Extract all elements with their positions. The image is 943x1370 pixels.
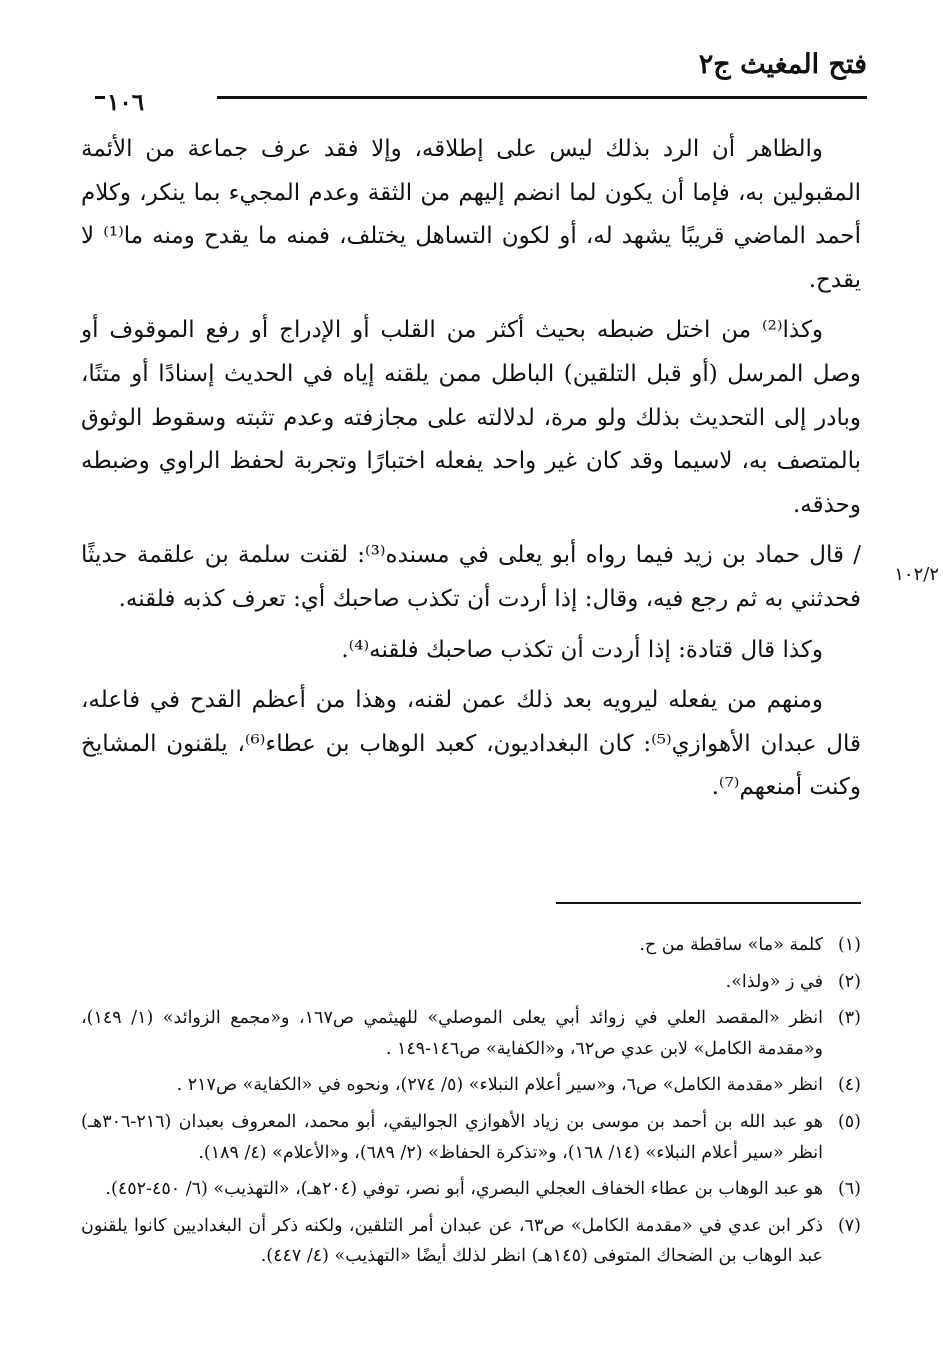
- running-title: فتح المغيث ج٢: [698, 49, 867, 80]
- margin-reference: ١٠٢/٢: [894, 564, 939, 585]
- footnote: [81, 1211, 861, 1272]
- footnote-separator: [556, 902, 861, 904]
- footnote-number: (٤): [837, 1075, 861, 1096]
- footnote: [81, 930, 861, 961]
- footnote: [81, 1003, 861, 1064]
- footnote-text: هو عبد الوهاب بن عطاء الخفاف العجلي البصري، أبو نصر، توفي (٢٠٤هـ)، «التهذيب» (٦/ ٤٥٠-٤٥٢).: [105, 1179, 823, 1200]
- paragraph: والظاهر أن الرد بذلك ليس على إطلاقه، وإلا فقد عرف جماعة من الأئمة المقبولين به، فإما أن يكون لما انضم إليهم من الثقة وعدم المجيء بما ينكر، وكلام أحمد الماضي قريبًا يشهد له، أو لكون التساهل يختلف، فمنه ما يقدح ومنه ما⁽¹⁾ لا يقدح.: [81, 136, 861, 293]
- page-header: [95, 45, 867, 116]
- footnote-text: انظر «مقدمة الكامل» ص٦، و«سير أعلام النبلاء» (٥/ ٢٧٤)، ونحوه في «الكفاية» ص٢١٧ .: [176, 1075, 823, 1096]
- footnote-number: (٣): [837, 1008, 861, 1029]
- footnote-number: (٦): [837, 1179, 861, 1200]
- footnote: [81, 1174, 861, 1205]
- footnote: [81, 967, 861, 998]
- footnote-text: انظر «المقصد العلي في زوائد أبي يعلى الموصلي» للهيثمي ص١٦٧، و«مجمع الزوائد» (١/ ١٤٩)، و«مقدمة الكامل» لابن عدي ص٦٢، و«الكفاية» ص١٤٦-١٤٩ .: [81, 1008, 823, 1059]
- footnote: [81, 1107, 861, 1168]
- footnote-number: (٥): [837, 1111, 861, 1132]
- footnote-text: ذكر ابن عدي في «مقدمة الكامل» ص٦٣، عن عبدان أمر التلقين، ولكنه ذكر أن البغداديين كانوا يلقنون عبد الوهاب بن الضحاك المتوفى (١٤٥هـ) انظر لذلك أيضًا «التهذيب» (٤/ ٤٤٧).: [81, 1215, 823, 1267]
- footnote-text: كلمة «ما» ساقطة من ح.: [639, 935, 823, 955]
- header-rule: [217, 96, 867, 99]
- main-text: [81, 128, 861, 810]
- paragraph: وكذا⁽²⁾ من اختل ضبطه بحيث أكثر من القلب أو الإدراج أو رفع الموقوف أو وصل المرسل (أو قبل التلقين) الباطل ممن يلقنه إياه في الحديث إسنادًا أو متنًا، وبادر إلى التحديث بذلك ولو مرة، لدلالته على مجازفته وعدم تثبته وسقوط الوثوق بالمتصف به، لاسيما وقد كان غير واحد يفعله اختبارًا وتجربة لحفظ الراوي وضبطه وحذقه.: [81, 317, 861, 518]
- page-number: ١٠٦: [107, 89, 145, 116]
- footnote: [81, 1070, 861, 1101]
- footnotes: [81, 930, 861, 1278]
- footnote-number: (١): [837, 935, 861, 955]
- paragraph: / قال حماد بن زيد فيما رواه أبو يعلى في مسنده⁽³⁾: لقنت سلمة بن علقمة حديثًا فحدثني به ثم رجع فيه، وقال: إذا أردت أن تكذب صاحبك أي: تعرف كذبه فلقنه.: [81, 542, 861, 612]
- paragraph: ومنهم من يفعله ليرويه بعد ذلك عمن لقنه، وهذا من أعظم القدح في فاعله، قال عبدان الأهوازي⁽⁵⁾: كان البغداديون، كعبد الوهاب بن عطاء⁽⁶⁾، يلقنون المشايخ وكنت أمنعهم⁽⁷⁾.: [81, 687, 861, 801]
- header-rule-short: [95, 96, 105, 99]
- footnote-number: (٧): [837, 1215, 861, 1236]
- footnote-text: هو عبد الله بن أحمد بن موسى بن زياد الأهوازي الجواليقي، أبو محمد، المعروف بعبدان (٢١٦-٣٠٦هـ) انظر «سير أعلام النبلاء» (١٤/ ١٦٨)، و«تذكرة الحفاظ» (٢/ ٦٨٩)، و«الأعلام» (٤/ ١٨٩).: [81, 1111, 823, 1163]
- paragraph: وكذا قال قتادة: إذا أردت أن تكذب صاحبك فلقنه⁽⁴⁾.: [341, 636, 823, 663]
- footnote-text: في ز «ولذا».: [725, 971, 823, 992]
- footnote-number: (٢): [837, 971, 861, 992]
